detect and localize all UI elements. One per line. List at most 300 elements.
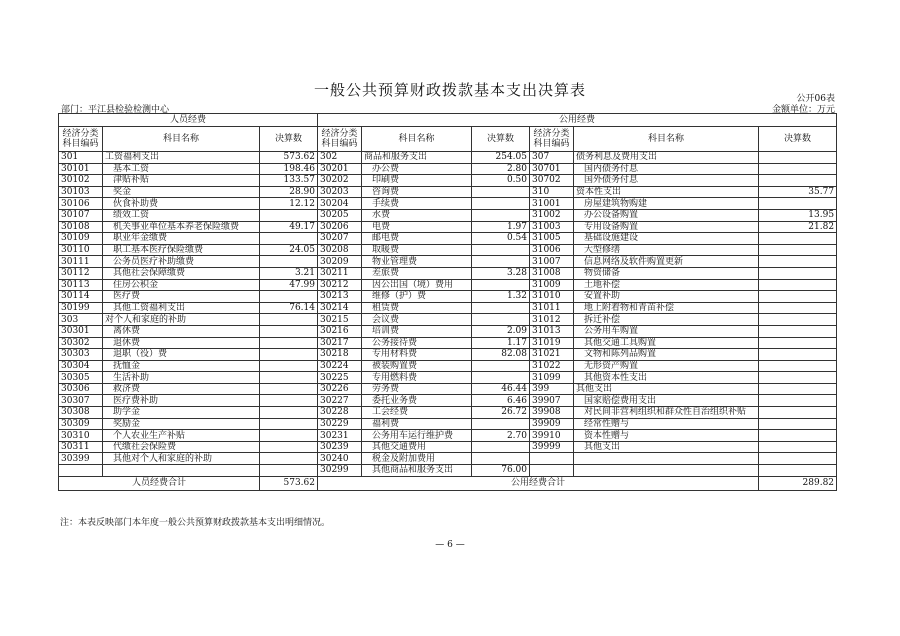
cell-amount: 49.17 (260, 221, 318, 233)
cell-code: 30231 (318, 430, 362, 442)
table-row (59, 152, 837, 164)
cell-code: 30216 (318, 325, 362, 337)
cell-amount (472, 209, 530, 221)
cell-name: 土地补偿 (574, 279, 759, 291)
cell-name: 印刷费 (362, 175, 472, 187)
cell-code: 30240 (318, 453, 362, 465)
cell-name: 物资储备 (574, 267, 759, 279)
cell-name (103, 465, 260, 477)
cell-code: 30207 (318, 233, 362, 245)
cell-name: 绩效工资 (103, 209, 260, 221)
cell-name: 税金及附加费用 (362, 453, 472, 465)
table-row (59, 325, 837, 337)
cell-amount: 12.12 (260, 198, 318, 210)
cell-code: 30103 (59, 186, 103, 198)
cell-code: 31005 (530, 233, 574, 245)
public-total-label: 公用经费合计 (318, 476, 759, 490)
cell-code: 30204 (318, 198, 362, 210)
cell-code: 30701 (530, 163, 574, 175)
cell-amount (472, 198, 530, 210)
cell-name: 其他资本性支出 (574, 372, 759, 384)
table-row (59, 349, 837, 361)
cell-code: 30224 (318, 360, 362, 372)
cell-name: 退休费 (103, 337, 260, 349)
personnel-total-label: 人员经费合计 (59, 476, 260, 490)
cell-code (59, 465, 103, 477)
cell-code: 30228 (318, 407, 362, 419)
cell-amount (260, 291, 318, 303)
cell-code: 30209 (318, 256, 362, 268)
cell-code: 30106 (59, 198, 103, 210)
page-title: 一般公共预算财政拨款基本支出决算表 (313, 81, 586, 99)
column-header-amount: 决算数 (260, 127, 318, 152)
cell-code: 30203 (318, 186, 362, 198)
page-number: — 6 — (435, 540, 465, 550)
cell-name: 基本工资 (103, 163, 260, 175)
column-header-name: 科目名称 (103, 127, 260, 152)
column-header-code: 经济分类科目编码 (530, 127, 574, 152)
cell-name: 基础设施建设 (574, 233, 759, 245)
cell-amount: 1.97 (472, 221, 530, 233)
cell-name: 文物和陈列品购置 (574, 349, 759, 361)
cell-code: 31022 (530, 360, 574, 372)
cell-code: 39907 (530, 395, 574, 407)
footnote: 注：本表反映部门本年度一般公共预算财政拨款基本支出明细情况。 (60, 518, 331, 528)
cell-name: 委托业务费 (362, 395, 472, 407)
cell-amount (260, 453, 318, 465)
group-header-public: 公用经费 (318, 114, 837, 127)
cell-amount: 47.99 (260, 279, 318, 291)
cell-name: 其他交通工具购置 (574, 337, 759, 349)
expenditure-table (58, 113, 837, 491)
cell-amount: 133.57 (260, 175, 318, 187)
cell-code: 302 (318, 152, 362, 164)
column-header-code: 经济分类科目编码 (59, 127, 103, 152)
cell-amount (759, 453, 837, 465)
cell-amount (472, 418, 530, 430)
cell-code: 39908 (530, 407, 574, 419)
cell-name: 大型修缮 (574, 244, 759, 256)
cell-name: 公务用车运行维护费 (362, 430, 472, 442)
column-header-amount: 决算数 (759, 127, 837, 152)
cell-amount (759, 256, 837, 268)
cell-name: 机关事业单位基本养老保险缴费 (103, 221, 260, 233)
cell-amount: 13.95 (759, 209, 837, 221)
cell-name: 其他对个人和家庭的补助 (103, 453, 260, 465)
table-row (59, 441, 837, 453)
cell-name: 国家赔偿费用支出 (574, 395, 759, 407)
cell-amount (759, 279, 837, 291)
cell-amount: 1.32 (472, 291, 530, 303)
cell-code: 30226 (318, 383, 362, 395)
cell-code: 30303 (59, 349, 103, 361)
cell-name: 代缴社会保险费 (103, 441, 260, 453)
cell-amount (472, 256, 530, 268)
cell-amount (759, 325, 837, 337)
cell-name: 国内债务付息 (574, 163, 759, 175)
cell-code: 31006 (530, 244, 574, 256)
cell-name: 办公设备购置 (574, 209, 759, 221)
cell-name: 其他交通费用 (362, 441, 472, 453)
cell-amount (759, 418, 837, 430)
cell-amount: 0.54 (472, 233, 530, 245)
cell-amount (472, 244, 530, 256)
cell-code: 30101 (59, 163, 103, 175)
cell-amount (260, 465, 318, 477)
cell-name: 救济费 (103, 383, 260, 395)
table-row (59, 314, 837, 326)
cell-amount (759, 395, 837, 407)
cell-amount: 2.70 (472, 430, 530, 442)
cell-name: 工资福利支出 (103, 152, 260, 164)
table-row (59, 279, 837, 291)
form-code: 公开06表 (796, 94, 835, 104)
cell-code: 301 (59, 152, 103, 164)
cell-amount (472, 302, 530, 314)
cell-amount (472, 186, 530, 198)
cell-amount (472, 279, 530, 291)
table-row (59, 221, 837, 233)
cell-name (574, 465, 759, 477)
cell-code: 39910 (530, 430, 574, 442)
table-row (59, 383, 837, 395)
cell-amount (260, 325, 318, 337)
cell-name: 差旅费 (362, 267, 472, 279)
unit-label: 金额单位：万元 (771, 105, 835, 115)
group-header-personnel: 人员经费 (59, 114, 318, 127)
cell-amount (759, 175, 837, 187)
public-total-value: 289.82 (759, 476, 837, 490)
cell-amount (472, 372, 530, 384)
cell-amount (759, 430, 837, 442)
cell-amount (472, 314, 530, 326)
table-row (59, 244, 837, 256)
cell-code: 310 (530, 186, 574, 198)
cell-code: 307 (530, 152, 574, 164)
table-row (59, 291, 837, 303)
table-row (59, 186, 837, 198)
table-row (59, 430, 837, 442)
cell-name: 债务利息及费用支出 (574, 152, 759, 164)
cell-amount: 573.62 (260, 152, 318, 164)
cell-amount (759, 372, 837, 384)
cell-amount: 254.05 (472, 152, 530, 164)
cell-code: 30199 (59, 302, 103, 314)
cell-amount: 24.05 (260, 244, 318, 256)
cell-code: 30109 (59, 233, 103, 245)
totals-row (59, 476, 837, 490)
cell-name: 信息网络及软件购置更新 (574, 256, 759, 268)
cell-name: 其他社会保障缴费 (103, 267, 260, 279)
cell-amount (759, 244, 837, 256)
column-header-amount: 决算数 (472, 127, 530, 152)
cell-name: 公务接待费 (362, 337, 472, 349)
cell-code: 39909 (530, 418, 574, 430)
table-row (59, 302, 837, 314)
cell-amount: 3.21 (260, 267, 318, 279)
cell-code: 30114 (59, 291, 103, 303)
cell-code: 30206 (318, 221, 362, 233)
cell-name: 工会经费 (362, 407, 472, 419)
table-row (59, 209, 837, 221)
cell-code: 39999 (530, 441, 574, 453)
cell-amount (260, 256, 318, 268)
cell-code: 30211 (318, 267, 362, 279)
cell-name: 专用燃料费 (362, 372, 472, 384)
cell-name: 无形资产购置 (574, 360, 759, 372)
cell-code: 31002 (530, 209, 574, 221)
cell-code: 30307 (59, 395, 103, 407)
cell-amount: 82.08 (472, 349, 530, 361)
personnel-total-value: 573.62 (260, 476, 318, 490)
cell-amount (759, 267, 837, 279)
table-row (59, 175, 837, 187)
cell-amount (472, 441, 530, 453)
column-header-name: 科目名称 (574, 127, 759, 152)
column-header-code: 经济分类科目编码 (318, 127, 362, 152)
cell-code: 399 (530, 383, 574, 395)
cell-amount (759, 163, 837, 175)
cell-amount (260, 407, 318, 419)
cell-amount: 3.28 (472, 267, 530, 279)
cell-code: 30308 (59, 407, 103, 419)
cell-amount (260, 441, 318, 453)
cell-amount: 1.17 (472, 337, 530, 349)
column-header-name: 科目名称 (362, 127, 472, 152)
cell-amount (260, 360, 318, 372)
table-row (59, 163, 837, 175)
cell-amount (260, 209, 318, 221)
cell-code: 30225 (318, 372, 362, 384)
cell-amount (759, 441, 837, 453)
department-label: 部门：平江县检验检测中心 (61, 105, 170, 115)
cell-amount (260, 233, 318, 245)
cell-amount (759, 383, 837, 395)
cell-code: 30299 (318, 465, 362, 477)
cell-name: 培训费 (362, 325, 472, 337)
cell-amount (759, 233, 837, 245)
cell-amount (260, 383, 318, 395)
cell-code: 30311 (59, 441, 103, 453)
table-row (59, 256, 837, 268)
cell-name: 物业管理费 (362, 256, 472, 268)
cell-name: 公务用车购置 (574, 325, 759, 337)
cell-code: 31012 (530, 314, 574, 326)
cell-amount: 35.77 (759, 186, 837, 198)
cell-amount: 76.14 (260, 302, 318, 314)
cell-code: 30702 (530, 175, 574, 187)
cell-amount: 2.09 (472, 325, 530, 337)
cell-name: 取暖费 (362, 244, 472, 256)
cell-amount: 21.82 (759, 221, 837, 233)
cell-name: 其他工资福利支出 (103, 302, 260, 314)
table-row (59, 418, 837, 430)
cell-code: 31008 (530, 267, 574, 279)
cell-name: 商品和服务支出 (362, 152, 472, 164)
cell-code: 30110 (59, 244, 103, 256)
cell-name: 办公费 (362, 163, 472, 175)
cell-amount: 198.46 (260, 163, 318, 175)
table-row (59, 407, 837, 419)
cell-amount (260, 349, 318, 361)
cell-name: 个人农业生产补贴 (103, 430, 260, 442)
cell-amount (472, 360, 530, 372)
table-row (59, 465, 837, 477)
cell-name: 津贴补贴 (103, 175, 260, 187)
cell-name: 会议费 (362, 314, 472, 326)
cell-name: 生活补助 (103, 372, 260, 384)
cell-code: 30305 (59, 372, 103, 384)
cell-amount (759, 291, 837, 303)
cell-code: 30304 (59, 360, 103, 372)
cell-name: 助学金 (103, 407, 260, 419)
cell-name: 经常性赠与 (574, 418, 759, 430)
cell-code: 30102 (59, 175, 103, 187)
cell-code: 30108 (59, 221, 103, 233)
cell-code: 31007 (530, 256, 574, 268)
cell-name: 咨询费 (362, 186, 472, 198)
cell-amount (260, 395, 318, 407)
cell-amount (260, 314, 318, 326)
cell-code: 31011 (530, 302, 574, 314)
cell-code: 30306 (59, 383, 103, 395)
cell-code: 30208 (318, 244, 362, 256)
table-row (59, 267, 837, 279)
table-row (59, 233, 837, 245)
cell-name: 邮电费 (362, 233, 472, 245)
cell-code: 30215 (318, 314, 362, 326)
cell-name: 国外债务付息 (574, 175, 759, 187)
cell-amount (759, 152, 837, 164)
cell-name: 离休费 (103, 325, 260, 337)
cell-code: 30205 (318, 209, 362, 221)
cell-name: 奖励金 (103, 418, 260, 430)
cell-amount: 0.50 (472, 175, 530, 187)
cell-name: 专用设备购置 (574, 221, 759, 233)
cell-name: 抚恤金 (103, 360, 260, 372)
cell-code: 31021 (530, 349, 574, 361)
cell-name: 职业年金缴费 (103, 233, 260, 245)
cell-code: 30214 (318, 302, 362, 314)
cell-name: 房屋建筑物购建 (574, 198, 759, 210)
table-row (59, 395, 837, 407)
cell-name: 医疗费 (103, 291, 260, 303)
cell-code: 30218 (318, 349, 362, 361)
cell-code: 30301 (59, 325, 103, 337)
cell-name: 被装购置费 (362, 360, 472, 372)
cell-amount: 2.80 (472, 163, 530, 175)
table-row (59, 360, 837, 372)
cell-name: 租赁费 (362, 302, 472, 314)
table-row (59, 372, 837, 384)
cell-name: 安置补助 (574, 291, 759, 303)
cell-code: 30239 (318, 441, 362, 453)
cell-name: 地上附着物和青苗补偿 (574, 302, 759, 314)
cell-code: 30213 (318, 291, 362, 303)
cell-amount (759, 360, 837, 372)
cell-code: 30201 (318, 163, 362, 175)
cell-code: 30217 (318, 337, 362, 349)
cell-amount (759, 302, 837, 314)
table-row (59, 453, 837, 465)
cell-name: 奖金 (103, 186, 260, 198)
cell-name: 专用材料费 (362, 349, 472, 361)
cell-name: 电费 (362, 221, 472, 233)
cell-amount (759, 198, 837, 210)
cell-code: 30310 (59, 430, 103, 442)
cell-name: 水费 (362, 209, 472, 221)
cell-code: 30399 (59, 453, 103, 465)
cell-code: 31009 (530, 279, 574, 291)
cell-code: 31003 (530, 221, 574, 233)
cell-name: 其他支出 (574, 383, 759, 395)
cell-amount (260, 418, 318, 430)
cell-name: 其他支出 (574, 441, 759, 453)
cell-code: 30309 (59, 418, 103, 430)
cell-name: 住房公积金 (103, 279, 260, 291)
cell-amount: 6.46 (472, 395, 530, 407)
cell-name: 对民间非营利组织和群众性自治组织补贴 (574, 407, 759, 419)
cell-amount (759, 465, 837, 477)
cell-name: 其他商品和服务支出 (362, 465, 472, 477)
cell-name: 退职（役）费 (103, 349, 260, 361)
cell-code: 30112 (59, 267, 103, 279)
cell-amount (759, 407, 837, 419)
cell-amount (260, 430, 318, 442)
cell-name: 对个人和家庭的补助 (103, 314, 260, 326)
cell-code: 31099 (530, 372, 574, 384)
cell-amount: 26.72 (472, 407, 530, 419)
cell-name (574, 453, 759, 465)
cell-amount: 28.90 (260, 186, 318, 198)
cell-amount: 46.44 (472, 383, 530, 395)
cell-code: 30202 (318, 175, 362, 187)
cell-amount (260, 337, 318, 349)
cell-name: 手续费 (362, 198, 472, 210)
cell-code: 303 (59, 314, 103, 326)
cell-name: 职工基本医疗保险缴费 (103, 244, 260, 256)
cell-name: 公务员医疗补助缴费 (103, 256, 260, 268)
cell-name: 医疗费补助 (103, 395, 260, 407)
cell-code: 31019 (530, 337, 574, 349)
table-row (59, 198, 837, 210)
cell-amount (759, 349, 837, 361)
cell-code: 31013 (530, 325, 574, 337)
cell-code (530, 453, 574, 465)
cell-code: 30212 (318, 279, 362, 291)
cell-name: 拆迁补偿 (574, 314, 759, 326)
cell-code (530, 465, 574, 477)
cell-name: 资本性支出 (574, 186, 759, 198)
cell-amount: 76.00 (472, 465, 530, 477)
cell-amount (260, 372, 318, 384)
cell-amount (759, 337, 837, 349)
cell-name: 维修（护）费 (362, 291, 472, 303)
cell-code: 30302 (59, 337, 103, 349)
cell-code: 30229 (318, 418, 362, 430)
cell-code: 30111 (59, 256, 103, 268)
cell-code: 31001 (530, 198, 574, 210)
cell-name: 资本性赠与 (574, 430, 759, 442)
cell-code: 30113 (59, 279, 103, 291)
cell-name: 劳务费 (362, 383, 472, 395)
cell-name: 福利费 (362, 418, 472, 430)
cell-amount (472, 453, 530, 465)
cell-code: 30227 (318, 395, 362, 407)
cell-code: 31010 (530, 291, 574, 303)
cell-name: 伙食补助费 (103, 198, 260, 210)
cell-amount (759, 314, 837, 326)
